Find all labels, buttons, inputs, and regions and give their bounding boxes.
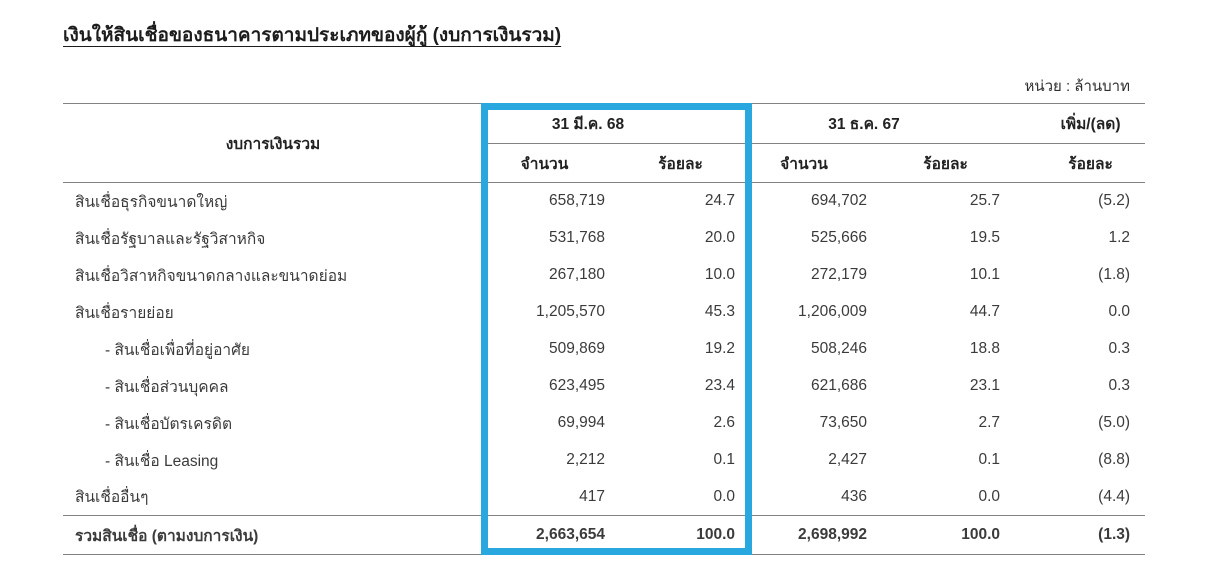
total-amount-dec67: 2,698,992: [752, 516, 900, 555]
group-header-change: เพิ่ม/(ลด): [1035, 104, 1145, 144]
cell-amount-dec67: 621,686: [810, 377, 868, 394]
total-row-label: รวมสินเชื่อ (ตามงบการเงิน): [63, 516, 483, 555]
cell-amount-dec67: 2,427: [828, 451, 868, 468]
cell-amount-dec67: 525,666: [810, 229, 868, 246]
cell-amount-dec67: 508,246: [810, 340, 868, 357]
cell-percent-dec67: 10.1: [969, 266, 1001, 283]
cell-amount-dec67: 272,179: [810, 266, 868, 283]
cell-amount-mar68: 531,768: [548, 229, 605, 246]
cell-amount-dec67: 73,650: [819, 414, 868, 431]
table-row: [63, 331, 1145, 368]
subheader-amount-dec67: จำนวน: [752, 144, 900, 183]
subheader-percent-change: ร้อยละ: [1035, 144, 1145, 183]
cell-percent-change: 0.3: [1108, 340, 1131, 357]
table-row: [63, 257, 1145, 294]
table-row: [63, 368, 1145, 405]
total-row: [63, 516, 1145, 555]
cell-percent-change: (4.4): [1098, 487, 1131, 505]
page-title: เงินให้สินเชื่อของธนาคารตามประเภทของผู้กู้ (งบการเงินรวม): [63, 25, 562, 46]
cell-percent-mar68: 0.0: [713, 487, 736, 505]
cell-percent-mar68: 19.2: [704, 340, 736, 357]
subheader-percent-dec67: ร้อยละ: [900, 144, 1035, 183]
group-header-dec67: 31 ธ.ค. 67: [752, 104, 1035, 144]
table-row: [63, 442, 1145, 479]
cell-amount-dec67: 1,206,009: [798, 303, 868, 320]
cell-percent-change: (8.8): [1098, 451, 1131, 468]
table-row: [63, 294, 1145, 331]
row-label: สินเชื่อวิสาหกิจขนาดกลางและขนาดย่อม: [75, 267, 348, 285]
cell-percent-dec67: 0.0: [978, 487, 1001, 505]
table-row: [63, 220, 1145, 257]
row-label: สินเชื่อรายย่อย: [75, 304, 174, 322]
cell-percent-mar68: 2.6: [713, 414, 736, 431]
cell-amount-mar68: 417: [579, 487, 605, 505]
cell-amount-mar68: 1,205,570: [536, 303, 605, 320]
total-percent-dec67: 100.0: [900, 516, 1035, 555]
table-body: [63, 183, 1145, 516]
table-footer: [63, 516, 1145, 555]
cell-percent-dec67: 18.8: [969, 340, 1001, 357]
cell-percent-mar68: 45.3: [704, 303, 736, 320]
total-amount-mar68: 2,663,654: [483, 516, 625, 555]
cell-percent-change: (1.8): [1098, 266, 1131, 283]
group-header-row: [63, 104, 1145, 144]
row-label: สินเชื่อธุรกิจขนาดใหญ่: [75, 193, 228, 211]
loan-table-container: [63, 103, 1145, 555]
group-header-mar68: 31 มี.ค. 68: [483, 104, 752, 144]
table-row: [63, 405, 1145, 442]
cell-percent-dec67: 23.1: [969, 377, 1001, 394]
subheader-percent-mar68: ร้อยละ: [625, 144, 752, 183]
cell-percent-change: (5.0): [1098, 414, 1131, 431]
loan-table: [63, 103, 1145, 555]
cell-amount-mar68: 69,994: [557, 414, 605, 431]
row-label: - สินเชื่อ Leasing: [105, 452, 219, 470]
total-percent-mar68: 100.0: [625, 516, 752, 555]
cell-percent-change: 0.0: [1108, 303, 1131, 320]
cell-amount-mar68: 267,180: [548, 266, 605, 283]
cell-percent-mar68: 24.7: [704, 192, 736, 210]
cell-amount-mar68: 623,495: [548, 377, 605, 394]
cell-percent-mar68: 10.0: [704, 266, 736, 283]
row-label: สินเชื่ออื่นๆ: [75, 489, 149, 507]
cell-percent-dec67: 0.1: [978, 451, 1001, 468]
cell-percent-mar68: 20.0: [704, 229, 736, 246]
cell-amount-mar68: 509,869: [548, 340, 605, 357]
cell-amount-mar68: 658,719: [548, 192, 605, 210]
cell-amount-dec67: 436: [841, 487, 868, 505]
cell-percent-mar68: 0.1: [713, 451, 736, 468]
cell-percent-mar68: 23.4: [704, 377, 736, 394]
cell-percent-dec67: 19.5: [969, 229, 1001, 246]
unit-label: หน่วย : ล้านบาท: [1024, 78, 1130, 95]
total-percent-change: (1.3): [1035, 516, 1145, 555]
subheader-amount-mar68: จำนวน: [483, 144, 625, 183]
corner-header: งบการเงินรวม: [63, 104, 483, 183]
table-row: [63, 183, 1145, 220]
cell-amount-mar68: 2,212: [566, 451, 605, 468]
cell-percent-change: (5.2): [1098, 192, 1131, 210]
row-label: สินเชื่อรัฐบาลและรัฐวิสาหกิจ: [75, 230, 266, 248]
cell-percent-dec67: 25.7: [969, 192, 1001, 210]
row-label: - สินเชื่อส่วนบุคคล: [105, 378, 229, 396]
table-header: [63, 104, 1145, 183]
cell-percent-change: 0.3: [1108, 377, 1131, 394]
row-label: - สินเชื่อบัตรเครดิต: [105, 415, 233, 433]
table-row: [63, 479, 1145, 516]
cell-percent-dec67: 44.7: [969, 303, 1001, 320]
cell-amount-dec67: 694,702: [810, 192, 868, 210]
cell-percent-change: 1.2: [1108, 229, 1131, 246]
row-label: - สินเชื่อเพื่อที่อยู่อาศัย: [105, 341, 251, 359]
cell-percent-dec67: 2.7: [978, 414, 1001, 431]
